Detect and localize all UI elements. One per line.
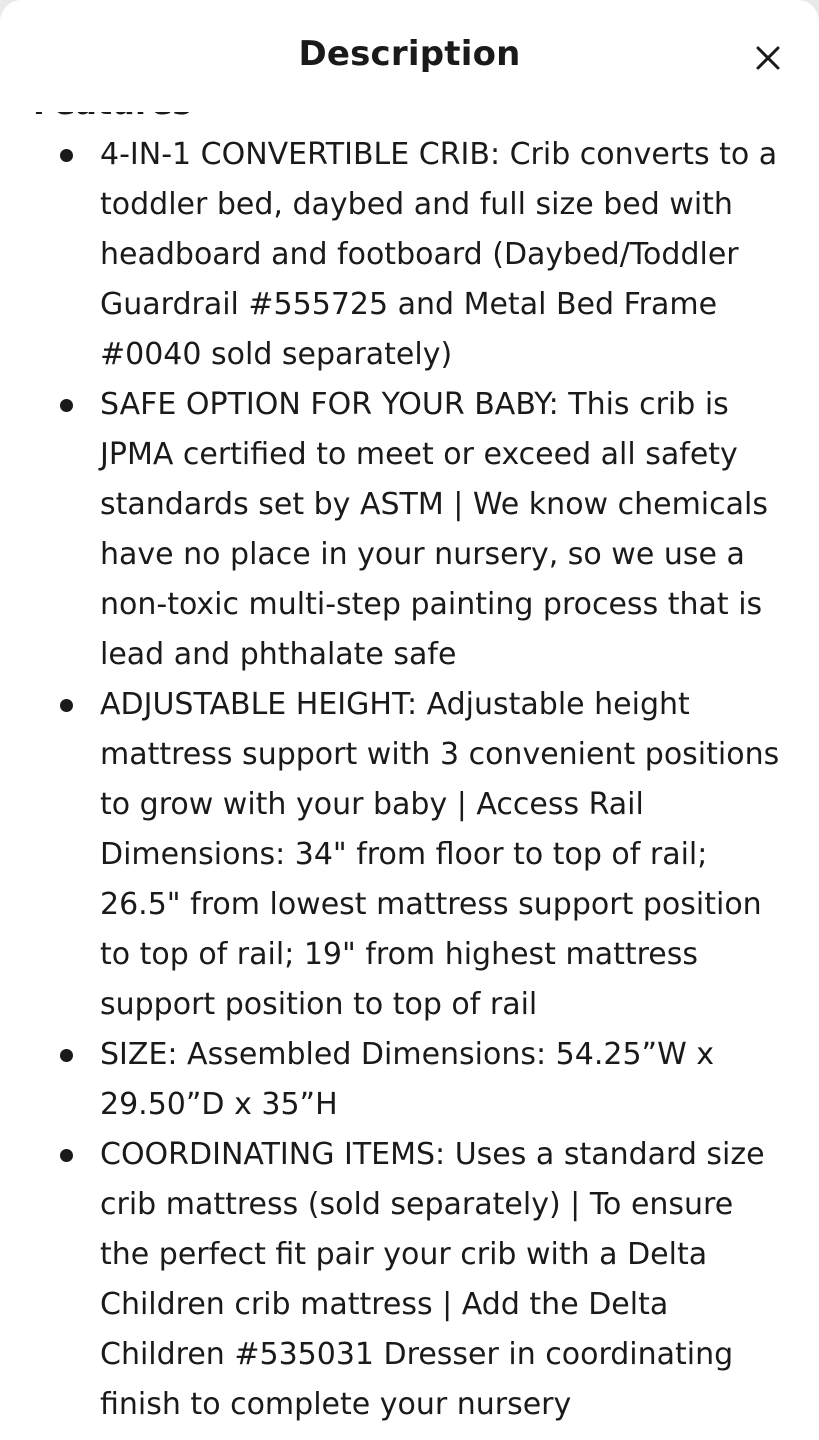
bullet-icon: [60, 149, 73, 162]
list-item: [0, 680, 819, 1030]
feature-text: COORDINATING ITEMS: Uses a standard size crib mattress (sold separately) | To ensure the perfect fit pair your crib with a Delta Children crib mattress | Add the Delta Children #535031 Dresser in coordinating finish to complete your nursery: [100, 1137, 765, 1422]
close-button[interactable]: [748, 38, 788, 78]
close-icon: [748, 38, 788, 78]
sheet-header: [0, 0, 819, 112]
list-item: [0, 1030, 819, 1130]
bullet-icon: [60, 399, 73, 412]
bullet-icon: [60, 699, 73, 712]
page-title: Description: [298, 34, 521, 74]
list-item: [0, 380, 819, 680]
feature-text: SAFE OPTION FOR YOUR BABY: This crib is JPMA certified to meet or exceed all safety standards set by ASTM | We know chemicals have no place in your nursery, so we use a non-toxic multi-step painting process that is lead and phthalate safe: [100, 387, 768, 672]
feature-text: ADJUSTABLE HEIGHT: Adjustable height mattress support with 3 convenient positions to grow with your baby | Access Rail Dimensions: 34" from floor to top of rail; 26.5" from lowest mattress support position to top of rail; 19" from highest mattress support position to top of rail: [100, 687, 780, 1022]
bullet-icon: [60, 1149, 73, 1162]
list-item: [0, 1130, 819, 1430]
feature-text: 4-IN-1 CONVERTIBLE CRIB: Crib converts to a toddler bed, daybed and full size bed with headboard and footboard (Daybed/Toddler Guardrail #555725 and Metal Bed Frame #0040 sold separately): [100, 137, 778, 372]
features-list: [0, 130, 819, 1430]
list-item: [0, 130, 819, 380]
bullet-icon: [60, 1049, 73, 1062]
feature-text: SIZE: Assembled Dimensions: 54.25”W x 29.50”D x 35”H: [100, 1037, 715, 1122]
